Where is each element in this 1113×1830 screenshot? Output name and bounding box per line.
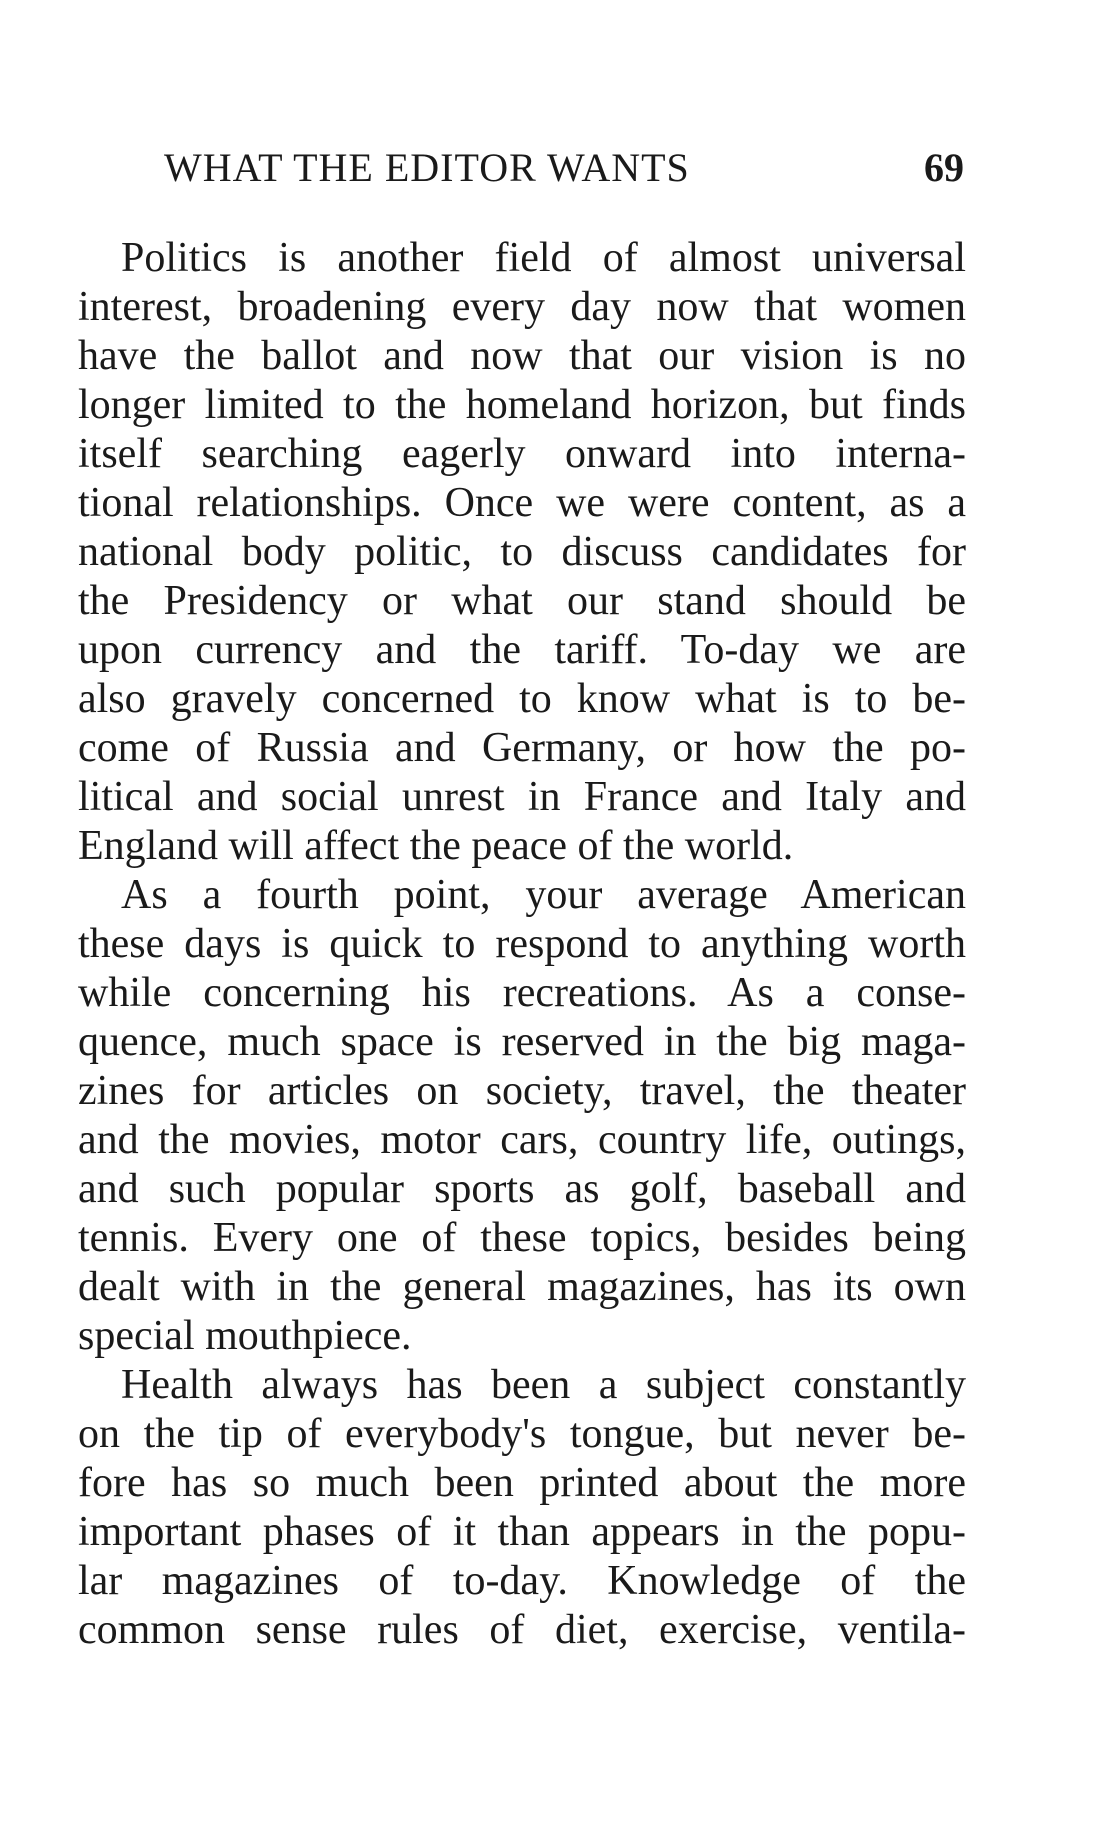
text-line: dealt with in the general magazines, has its own [78,1264,966,1310]
text-line: also gravely concerned to know what is to be- [78,676,966,722]
body-text [78,234,966,1655]
text-line: Politics is another field of almost universal [121,235,966,281]
text-line: itself searching eagerly onward into interna- [78,431,966,477]
text-line: special mouthpiece. [78,1313,412,1359]
text-line: and such popular sports as golf, baseball and [78,1166,966,1212]
page-number: 69 [924,145,964,190]
text-line: important phases of it than appears in the popu- [78,1509,966,1555]
text-line: tennis. Every one of these topics, besides being [78,1215,966,1261]
text-line: interest, broadening every day now that women [78,284,966,330]
text-line: As a fourth point, your average American [121,872,966,918]
text-line: and the movies, motor cars, country life, outings, [78,1117,966,1163]
text-line: fore has so much been printed about the more [78,1460,966,1506]
text-line: upon currency and the tariff. To-day we are [78,627,966,673]
text-line: the Presidency or what our stand should be [78,578,966,624]
text-line: while concerning his recreations. As a conse- [78,970,966,1016]
text-line: longer limited to the homeland horizon, but finds [78,382,966,428]
text-line: national body politic, to discuss candidates for [78,529,966,575]
text-line: on the tip of everybody's tongue, but never be- [78,1411,966,1457]
text-line: zines for articles on society, travel, the theater [78,1068,966,1114]
text-line: quence, much space is reserved in the big maga- [78,1019,966,1065]
text-line: tional relationships. Once we were content, as a [78,480,966,526]
text-line: common sense rules of diet, exercise, ventila- [78,1607,966,1653]
text-line: lar magazines of to-day. Knowledge of the [78,1558,966,1604]
running-title: WHAT THE EDITOR WANTS [164,145,690,190]
text-line: have the ballot and now that our vision is no [78,333,966,379]
text-line: litical and social unrest in France and Italy and [78,774,966,820]
running-head [164,140,964,196]
text-line: come of Russia and Germany, or how the po- [78,725,966,771]
text-line: England will affect the peace of the world. [78,823,794,869]
paragraph-politics [78,234,966,871]
paragraph-recreations [78,871,966,1361]
text-line: Health always has been a subject constantly [121,1362,966,1408]
text-line: these days is quick to respond to anything worth [78,921,966,967]
paragraph-health [78,1361,966,1655]
